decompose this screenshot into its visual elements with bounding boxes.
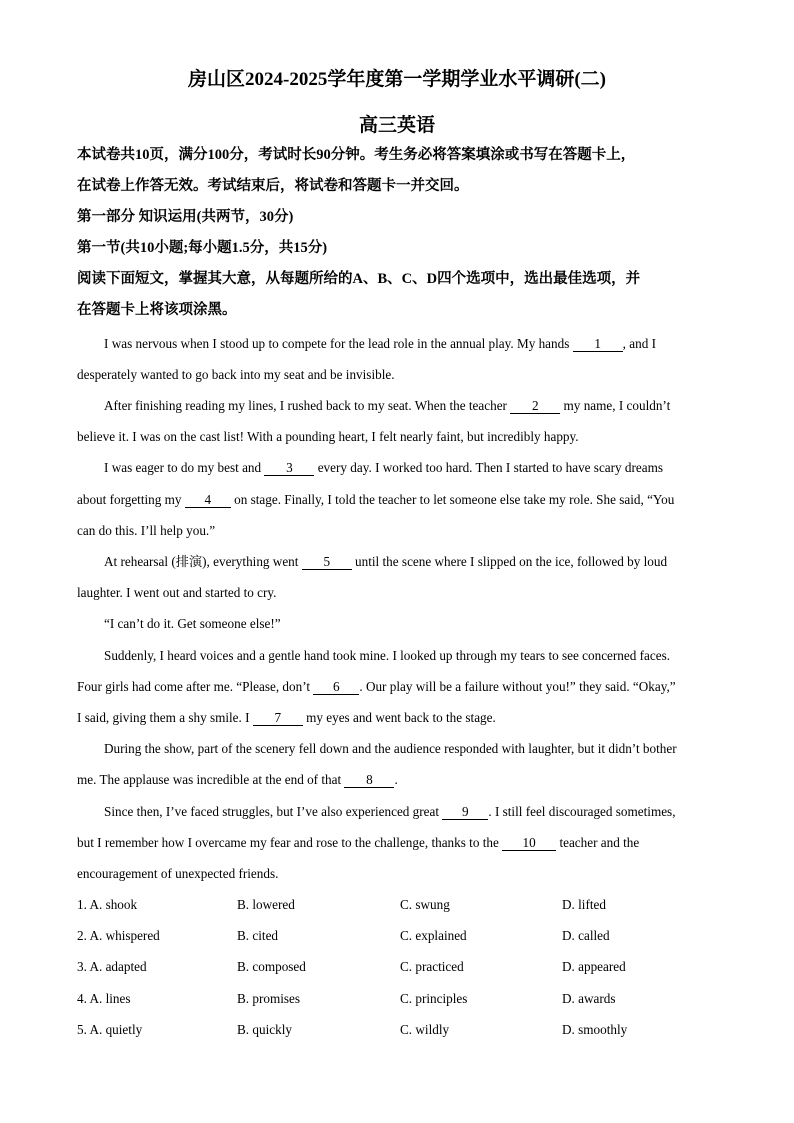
passage-line: [77, 390, 749, 421]
option-d: D. appeared: [562, 959, 626, 975]
passage-text: Since then, I’ve faced struggles, but I’ve also experienced great: [104, 804, 443, 819]
question-row: [77, 983, 722, 1014]
passage-line: [77, 702, 722, 733]
passage-text: At rehearsal (排演), everything went: [104, 554, 302, 569]
passage-text: I was eager to do my best and: [104, 460, 265, 475]
passage-line: believe it. I was on the cast list! With a pounding heart, I felt nearly faint, but incredibly happy.: [77, 429, 579, 444]
blank-4: 4: [185, 493, 231, 508]
question-row: [77, 951, 722, 982]
passage-text: I said, giving them a shy smile. I: [77, 710, 253, 725]
passage-text: Four girls had come after me. “Please, don’t: [77, 679, 314, 694]
passage-text: every day. I worked too hard. Then I started to have scary dreams: [314, 460, 664, 475]
option-d: D. smoothly: [562, 1021, 628, 1037]
blank-10: 10: [502, 836, 556, 851]
passage-line: [77, 827, 722, 858]
passage-line: can do this. I’ll help you.”: [77, 523, 216, 538]
passage-text: my name, I couldn’t: [560, 398, 671, 413]
passage-line: encouragement of unexpected friends.: [77, 866, 279, 881]
passage-text: my eyes and went back to the stage.: [302, 710, 496, 725]
answer-options: [77, 889, 722, 1045]
passage-line: desperately wanted to go back into my seat and be invisible.: [77, 367, 395, 382]
passage-text: . I still feel discouraged sometimes,: [488, 804, 676, 819]
option-c: C. explained: [400, 928, 467, 944]
option-b: B. quickly: [237, 1021, 292, 1037]
blank-7: 7: [253, 711, 303, 726]
blank-5: 5: [302, 555, 352, 570]
blank-6: 6: [313, 680, 359, 695]
option-a: 3. A. adapted: [77, 959, 147, 975]
passage-line: [77, 764, 722, 795]
passage-line: [77, 328, 749, 359]
instructions-line-2: 在试卷上作答无效。考试结束后，将试卷和答题卡一并交回。: [77, 178, 469, 194]
question-row: [77, 889, 722, 920]
option-b: B. lowered: [237, 897, 295, 912]
passage-line: [77, 671, 722, 702]
passage-line: laughter. I went out and started to cry.: [77, 585, 277, 600]
blank-3: 3: [264, 461, 314, 476]
option-a: 1. A. shook: [77, 897, 138, 912]
passage-line: During the show, part of the scenery fell down and the audience responded with laughter, but it didn’t bother: [104, 741, 677, 756]
passage-line: “I can’t do it. Get someone else!”: [104, 616, 281, 631]
passage-line: Suddenly, I heard voices and a gentle hand took mine. I looked up through my tears to see concerned faces.: [104, 648, 671, 663]
option-c: C. swung: [400, 897, 450, 912]
blank-9: 9: [442, 805, 488, 820]
option-d: D. called: [562, 928, 610, 944]
option-b: B. cited: [237, 928, 279, 944]
passage-text: After finishing reading my lines, I rushed back to my seat. When the teacher: [104, 398, 511, 413]
option-c: C. practiced: [400, 959, 464, 975]
instructions-line-1: 本试卷共10页，满分100分，考试时长90分钟。考生务必将答案填涂或书写在答题卡上，: [77, 147, 636, 163]
option-a: 2. A. whispered: [77, 928, 160, 944]
option-d: D. lifted: [562, 897, 606, 912]
directions-line-2: 在答题卡上将该项涂黑。: [77, 302, 237, 318]
passage-text: on stage. Finally, I told the teacher to let someone else take my role. She said, “You: [230, 492, 675, 507]
part-heading: 第一部分 知识运用(共两节，30分): [77, 209, 294, 225]
exam-subject: 高三英语: [358, 115, 435, 136]
passage-text: , and I: [622, 336, 656, 351]
blank-8: 8: [344, 773, 394, 788]
passage-line: [77, 796, 749, 827]
section-heading: 第一节(共10小题;每小题1.5分，共15分): [77, 240, 328, 256]
question-row: [77, 920, 722, 951]
option-c: C. wildly: [400, 1021, 450, 1037]
passage-text: until the scene where I slipped on the ice, followed by loud: [351, 554, 668, 569]
passage-text: I was nervous when I stood up to compete for the lead role in the annual play. My hands: [104, 336, 573, 351]
exam-title: 房山区2024-2025学年度第一学期学业水平调研(二): [188, 69, 606, 90]
option-b: B. composed: [237, 959, 306, 975]
option-c: C. principles: [400, 990, 468, 1006]
passage-line: [77, 546, 749, 577]
passage-line: [77, 452, 749, 483]
blank-1: 1: [573, 337, 623, 352]
option-a: 4. A. lines: [77, 990, 131, 1006]
passage-text: about forgetting my: [77, 492, 185, 507]
question-row: [77, 1014, 722, 1045]
passage-text: teacher and the: [556, 835, 640, 850]
option-d: D. awards: [562, 990, 616, 1006]
blank-2: 2: [510, 399, 560, 414]
option-b: B. promises: [237, 990, 301, 1006]
passage-text: me. The applause was incredible at the end of that: [77, 772, 345, 787]
passage-text: .: [394, 772, 398, 787]
option-a: 5. A. quietly: [77, 1021, 143, 1037]
passage-text: . Our play will be a failure without you!” they said. “Okay,”: [359, 679, 676, 694]
passage-line: [77, 484, 722, 515]
passage-text: but I remember how I overcame my fear and rose to the challenge, thanks to the: [77, 835, 503, 850]
directions-line-1: 阅读下面短文，掌握其大意，从每题所给的A、B、C、D四个选项中，选出最佳选项，并: [77, 271, 641, 287]
